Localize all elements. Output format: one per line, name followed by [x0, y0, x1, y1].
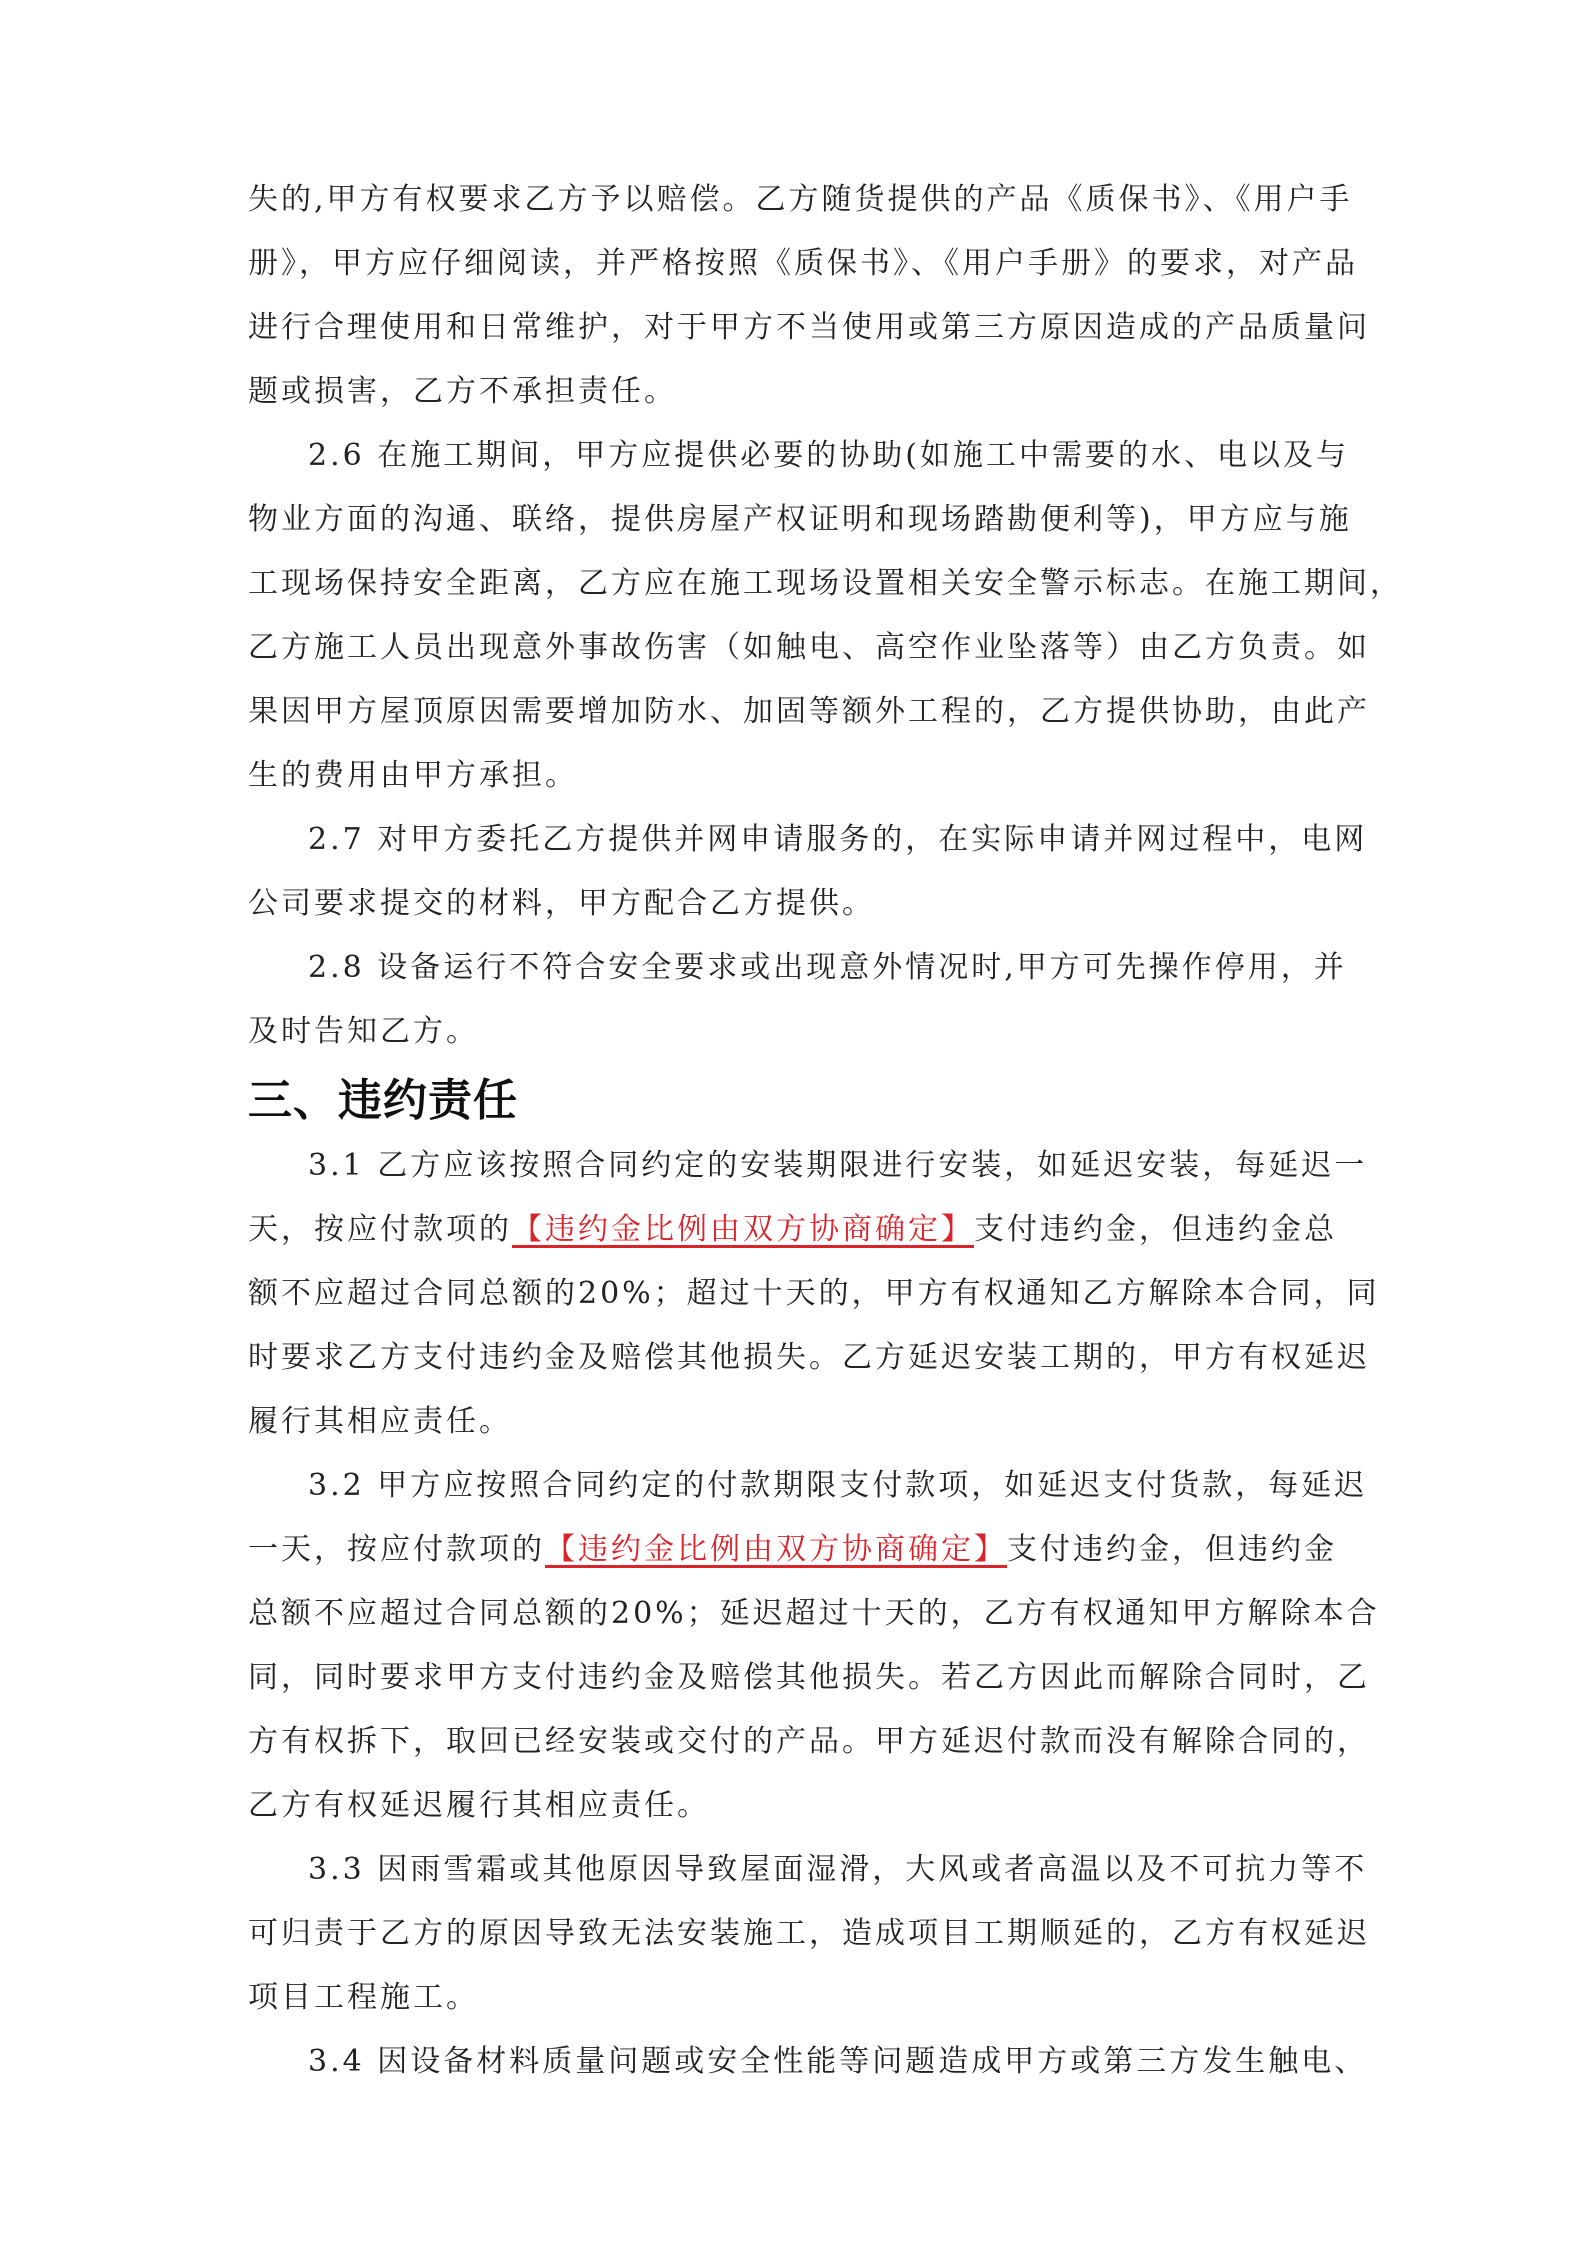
text-line: 进行合理使用和日常维护，对于甲方不当使用或第三方原因造成的产品质量问	[248, 310, 1370, 345]
clause-3-2-line	[248, 1518, 1337, 1582]
text-line: 履行其相应责任。	[248, 1404, 512, 1439]
clause-3-1-line	[248, 1198, 1337, 1262]
clause-2-6-line: 2.6 在施工期间，甲方应提供必要的协助(如施工中需要的水、电以及与	[308, 438, 1349, 473]
clause-text: 天，按应付款项的	[248, 1212, 512, 1247]
text-line: 额不应超过合同总额的20%；超过十天的，甲方有权通知乙方解除本合同，同	[248, 1276, 1380, 1311]
text-line: 及时告知乙方。	[248, 1014, 479, 1049]
text-line: 公司要求提交的材料，甲方配合乙方提供。	[248, 886, 875, 921]
text-line: 项目工程施工。	[248, 1980, 479, 2015]
contract-body	[248, 168, 1403, 2094]
section-heading: 三、违约责任	[248, 1075, 518, 1126]
text-line: 乙方有权延迟履行其相应责任。	[248, 1788, 710, 1823]
text-line: 题或损害，乙方不承担责任。	[248, 374, 677, 409]
clause-text: 支付违约金，但违约金总	[974, 1212, 1337, 1247]
text-line: 失的,甲方有权要求乙方予以赔偿。乙方随货提供的产品《质保书》、《用户手	[248, 182, 1353, 217]
text-line: 册》，甲方应仔细阅读，并严格按照《质保书》、《用户手册》的要求，对产品	[248, 246, 1358, 281]
text-line: 可归责于乙方的原因导致无法安装施工，造成项目工期顺延的，乙方有权延迟	[248, 1916, 1370, 1951]
text-line: 同，同时要求甲方支付违约金及赔偿其他损失。若乙方因此而解除合同时，乙	[248, 1660, 1370, 1695]
clause-2-7-line: 2.7 对甲方委托乙方提供并网申请服务的，在实际申请并网过程中，电网	[308, 822, 1368, 857]
penalty-ratio-note: 【违约金比例由双方协商确定】	[512, 1212, 974, 1247]
text-line: 时要求乙方支付违约金及赔偿其他损失。乙方延迟安装工期的，甲方有权延迟	[248, 1340, 1370, 1375]
penalty-ratio-note: 【违约金比例由双方协商确定】	[545, 1532, 1007, 1567]
text-line: 乙方施工人员出现意外事故伤害（如触电、高空作业坠落等）由乙方负责。如	[248, 630, 1370, 665]
clause-2-8-line: 2.8 设备运行不符合安全要求或出现意外情况时,甲方可先操作停用，并	[308, 950, 1347, 985]
clause-text: 支付违约金，但违约金	[1007, 1532, 1337, 1567]
text-line: 方有权拆下，取回已经安装或交付的产品。甲方延迟付款而没有解除合同的，	[248, 1724, 1370, 1759]
clause-3-2-line: 3.2 甲方应按照合同约定的付款期限支付款项，如延迟支付货款，每延迟	[308, 1468, 1368, 1503]
clause-3-4-line: 3.4 因设备材料质量问题或安全性能等问题造成甲方或第三方发生触电、	[308, 2044, 1368, 2079]
text-line: 总额不应超过合同总额的20%；延迟超过十天的，乙方有权通知甲方解除本合	[248, 1596, 1380, 1631]
text-line: 果因甲方屋顶原因需要增加防水、加固等额外工程的，乙方提供协助，由此产	[248, 694, 1370, 729]
clause-text: 一天，按应付款项的	[248, 1532, 545, 1567]
clause-3-3-line: 3.3 因雨雪霜或其他原因导致屋面湿滑，大风或者高温以及不可抗力等不	[308, 1852, 1368, 1887]
clause-3-1-line: 3.1 乙方应该按照合同约定的安装期限进行安装，如延迟安装，每延迟一	[308, 1148, 1368, 1183]
text-line: 生的费用由甲方承担。	[248, 758, 578, 793]
text-line: 物业方面的沟通、联络，提供房屋产权证明和现场踏勘便利等)，甲方应与施	[248, 502, 1352, 537]
text-line: 工现场保持安全距离，乙方应在施工现场设置相关安全警示标志。在施工期间，	[248, 566, 1403, 601]
